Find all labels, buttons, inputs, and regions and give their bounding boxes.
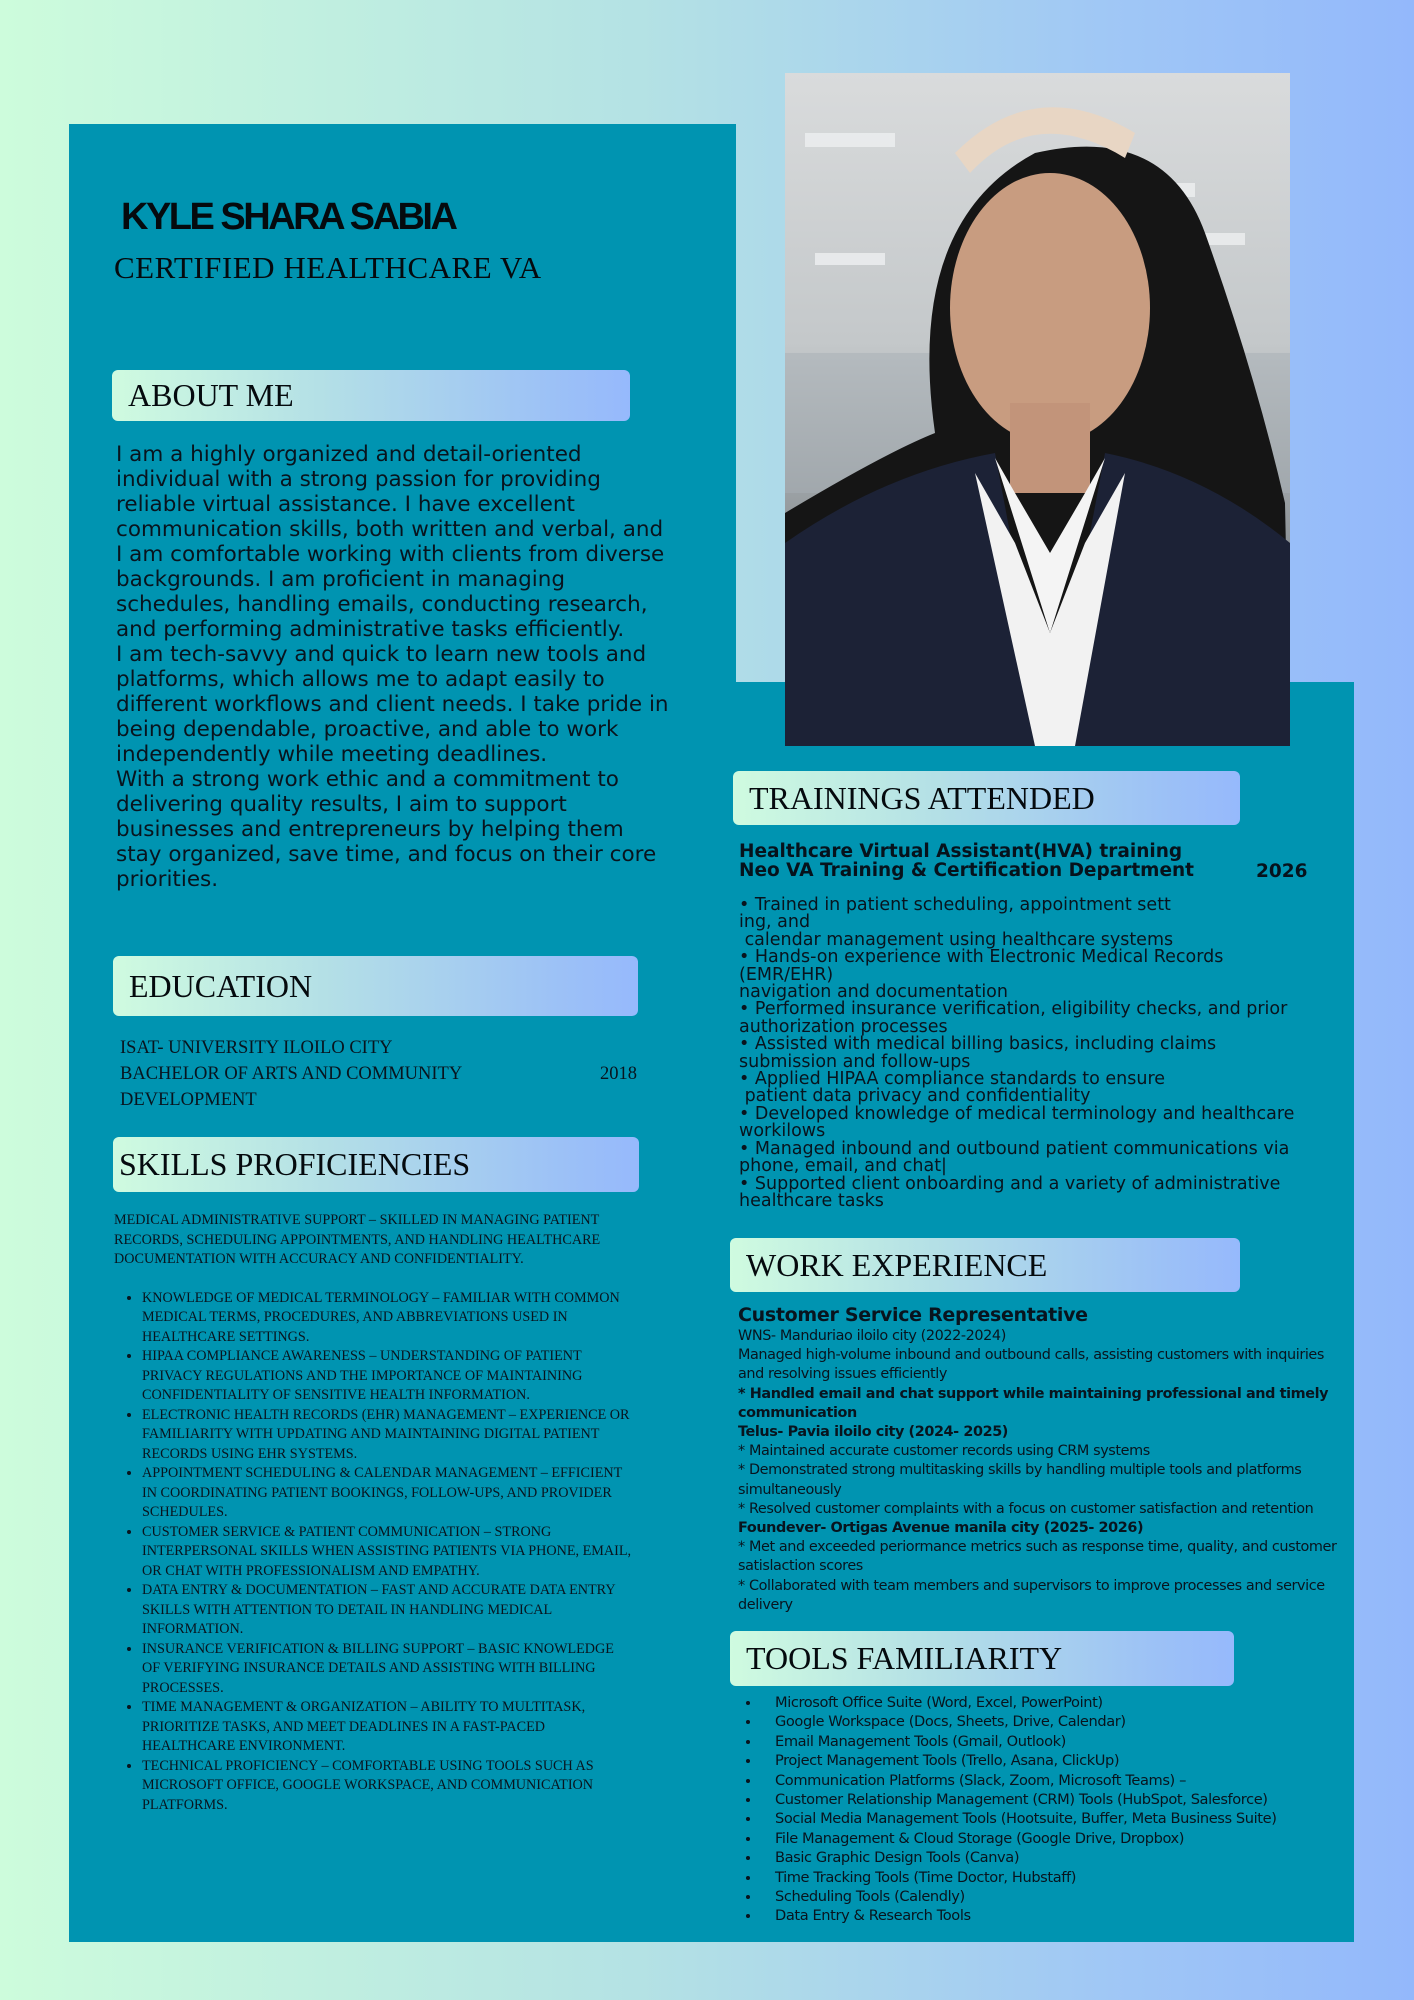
job-telus-item: * Resolved customer complaints with a focus on customer satisfaction and retention xyxy=(738,1500,1314,1517)
skill-item: • INSURANCE VERIFICATION & BILLING SUPPORT – BASIC KNOWLEDGE OF VERIFYING INSURANCE DETAILS AND ASSISTING WITH BILLING PROCESSES. xyxy=(142,1640,634,1699)
job-telus-item: * Maintained accurate customer records using CRM systems xyxy=(738,1443,1150,1460)
education-degree-cont: DEVELOPMENT xyxy=(120,1090,257,1110)
tool-item: • Social Media Management Tools (Hootsuite, Buffer, Meta Business Suite) xyxy=(761,1809,1337,1828)
tool-item: • Basic Graphic Design Tools (Canva) xyxy=(761,1848,1337,1867)
education-school: ISAT- UNIVERSITY ILOILO CITY xyxy=(120,1038,393,1058)
training-detail-line: navigation and documentation xyxy=(739,982,1008,1003)
job-telus: Telus- Pavia iloilo city (2024- 2025) xyxy=(738,1424,1008,1441)
tools-heading-text: TOOLS FAMILIARITY xyxy=(746,1640,1063,1676)
about-paragraph: I am tech-savvy and quick to learn new tools and platforms, which allows me to adapt easily to different workflows and client needs. I take pride in being dependable, proactive, and able to work independently while meeting deadlines. xyxy=(116,642,669,767)
tool-item: • Time Tracking Tools (Time Doctor, Hubstaff) xyxy=(761,1868,1337,1887)
skills-list xyxy=(114,1289,634,1816)
training-detail-line: phone, email, and chat| xyxy=(739,1156,947,1177)
skill-item: • CUSTOMER SERVICE & PATIENT COMMUNICATION – STRONG INTERPERSONAL SKILLS WHEN ASSISTING PATIENTS VIA PHONE, EMAIL, OR CHAT WITH PROFESSIONALISM AND EMPATHY. xyxy=(142,1523,634,1582)
tool-item: • Communication Platforms (Slack, Zoom, Microsoft Teams) – xyxy=(761,1771,1337,1790)
skills-section xyxy=(114,1211,634,1815)
skill-item: • HIPAA COMPLIANCE AWARENESS – UNDERSTANDING OF PATIENT PRIVACY REGULATIONS AND THE IMPORTANCE OF MAINTAINING CONFIDENTIALITY OF SENSITIVE HEALTH INFORMATION. xyxy=(142,1347,634,1406)
skill-item: • TECHNICAL PROFICIENCY – COMFORTABLE USING TOOLS SUCH AS MICROSOFT OFFICE, GOOGLE WORKSPACE, AND COMMUNICATION PLATFORMS. xyxy=(142,1757,634,1816)
skill-item: • DATA ENTRY & DOCUMENTATION – FAST AND ACCURATE DATA ENTRY SKILLS WITH ATTENTION TO DETAIL IN HANDLING MEDICAL INFORMATION. xyxy=(142,1581,634,1640)
training-detail-line: workilows xyxy=(739,1121,826,1142)
training-name: Healthcare Virtual Assistant(HVA) training xyxy=(739,841,1183,862)
skill-item: • APPOINTMENT SCHEDULING & CALENDAR MANAGEMENT – EFFICIENT IN COORDINATING PATIENT BOOKINGS, FOLLOW-UPS, AND PROVIDER SCHEDULES. xyxy=(142,1464,634,1523)
candidate-name: KYLE SHARA SABIA xyxy=(121,196,456,238)
work-heading xyxy=(730,1238,1240,1292)
tool-item: • File Management & Cloud Storage (Google Drive, Dropbox) xyxy=(761,1829,1337,1848)
tool-item: • Google Workspace (Docs, Sheets, Drive, Calendar) xyxy=(761,1712,1337,1731)
trainings-heading-text: TRAININGS ATTENDED xyxy=(749,779,1095,816)
tool-item: • Data Entry & Research Tools xyxy=(761,1906,1337,1925)
education-heading xyxy=(113,956,638,1016)
training-detail-line: • Hands-on experience with Electronic Medical Records xyxy=(739,947,1224,968)
training-org: Neo VA Training & Certification Department xyxy=(739,860,1195,881)
training-detail-line: (EMR/EHR) xyxy=(739,964,834,985)
training-detail-line: • Supported client onboarding and a variety of administrative xyxy=(739,1173,1281,1194)
tools-heading xyxy=(730,1631,1234,1686)
education-year: 2018 xyxy=(600,1064,637,1084)
skill-item: • ELECTRONIC HEALTH RECORDS (EHR) MANAGEMENT – EXPERIENCE OR FAMILIARITY WITH UPDATING AND MAINTAINING DIGITAL PATIENT RECORDS USING EHR SYSTEMS. xyxy=(142,1406,634,1465)
about-paragraph: I am a highly organized and detail-oriented individual with a strong passion for providing reliable virtual assistance. I have excellent communication skills, both written and verbal, and I am comfortable working with clients from diverse backgrounds. I am proficient in managing schedules, handling emails, conducting research, and performing administrative tasks efficiently. xyxy=(116,442,665,642)
job-telus-item: * Demonstrated strong multitasking skills by handling multiple tools and platforms simultaneously xyxy=(738,1462,1302,1498)
about-heading xyxy=(112,370,630,421)
profile-photo xyxy=(785,73,1290,746)
skills-heading xyxy=(113,1137,639,1192)
training-detail-line: • Managed inbound and outbound patient communications via xyxy=(739,1138,1290,1159)
job-title: CERTIFIED HEALTHCARE VA xyxy=(114,250,542,285)
about-paragraph: With a strong work ethic and a commitment to delivering quality results, I aim to support businesses and entrepreneurs by helping them stay organized, save time, and focus on their core priorities. xyxy=(116,767,657,892)
work-experience xyxy=(738,1303,1348,1615)
skills-heading-text: SKILLS PROFICIENCIES xyxy=(119,1146,471,1182)
work-heading-text: WORK EXPERIENCE xyxy=(746,1246,1048,1283)
training-detail-line: calendar management using healthcare systems xyxy=(739,929,1174,950)
job-wns-highlight: * Handled email and chat support while maintaining professional and timely communication xyxy=(738,1385,1329,1421)
training-year: 2026 xyxy=(1256,861,1308,882)
training-detail-line: • Performed insurance verification, eligibility checks, and prior xyxy=(739,999,1288,1020)
training-detail-line: healthcare tasks xyxy=(739,1190,884,1211)
tool-item: • Customer Relationship Management (CRM) Tools (HubSpot, Salesforce) xyxy=(761,1790,1337,1809)
training-detail-line: authorization processes xyxy=(739,1016,948,1037)
job-foundever-item: * Collaborated with team members and supervisors to improve processes and service delivery xyxy=(738,1577,1325,1613)
tool-item: • Microsoft Office Suite (Word, Excel, PowerPoint) xyxy=(761,1693,1337,1712)
job-foundever: Foundever- Ortigas Avenue manila city (2025- 2026) xyxy=(738,1520,1144,1537)
tool-item: • Scheduling Tools (Calendly) xyxy=(761,1887,1337,1906)
job-wns: WNS- Manduriao iloilo city (2022-2024) xyxy=(738,1328,1006,1344)
trainings-heading xyxy=(733,771,1240,825)
skill-item: • TIME MANAGEMENT & ORGANIZATION – ABILITY TO MULTITASK, PRIORITIZE TASKS, AND MEET DEADLINES IN A FAST-PACED HEALTHCARE ENVIRONMENT. xyxy=(142,1698,634,1757)
training-detail-line: patient data privacy and confidentiality xyxy=(739,1086,1091,1107)
tools-list xyxy=(737,1693,1337,1926)
tool-item: • Email Management Tools (Gmail, Outlook) xyxy=(761,1732,1337,1751)
job-wns-desc: Managed high-volume inbound and outbound calls, assisting customers with inquiries and resolving issues efficiently xyxy=(738,1347,1324,1383)
training-detail-line: • Applied HIPAA compliance standards to ensure xyxy=(739,1069,1166,1090)
tools-section xyxy=(737,1693,1337,1926)
training-detail-line: ing, and xyxy=(739,912,811,933)
profile-photo-illustration xyxy=(785,73,1290,746)
training-details xyxy=(739,897,1359,1210)
training-detail-line: • Developed knowledge of medical terminology and healthcare xyxy=(739,1103,1295,1124)
about-heading-text: ABOUT ME xyxy=(128,377,294,413)
training-title xyxy=(739,842,1319,880)
education-degree: BACHELOR OF ARTS AND COMMUNITY xyxy=(120,1064,463,1084)
skill-item: • KNOWLEDGE OF MEDICAL TERMINOLOGY – FAMILIAR WITH COMMON MEDICAL TERMS, PROCEDURES, AND ABBREVIATIONS USED IN HEALTHCARE SETTINGS. xyxy=(142,1289,634,1348)
skills-intro: MEDICAL ADMINISTRATIVE SUPPORT – SKILLED IN MANAGING PATIENT RECORDS, SCHEDULING APPOINTMENTS, AND HANDLING HEALTHCARE DOCUMENTATION WITH ACCURACY AND CONFIDENTIALITY. xyxy=(114,1212,601,1267)
education-entry xyxy=(120,1035,650,1113)
tool-item: • Project Management Tools (Trello, Asana, ClickUp) xyxy=(761,1751,1337,1770)
job-foundever-item: * Met and exceeded periormance metrics such as response time, quality, and customer satislaction scores xyxy=(738,1539,1337,1575)
training-detail-line: • Assisted with medical billing basics, including claims xyxy=(739,1034,1217,1055)
training-detail-line: • Trained in patient scheduling, appointment sett xyxy=(739,895,1171,915)
training-detail-line: submission and follow-ups xyxy=(739,1051,971,1072)
work-role: Customer Service Representative xyxy=(738,1304,1088,1326)
education-heading-text: EDUCATION xyxy=(129,967,313,1004)
about-text xyxy=(116,442,676,892)
